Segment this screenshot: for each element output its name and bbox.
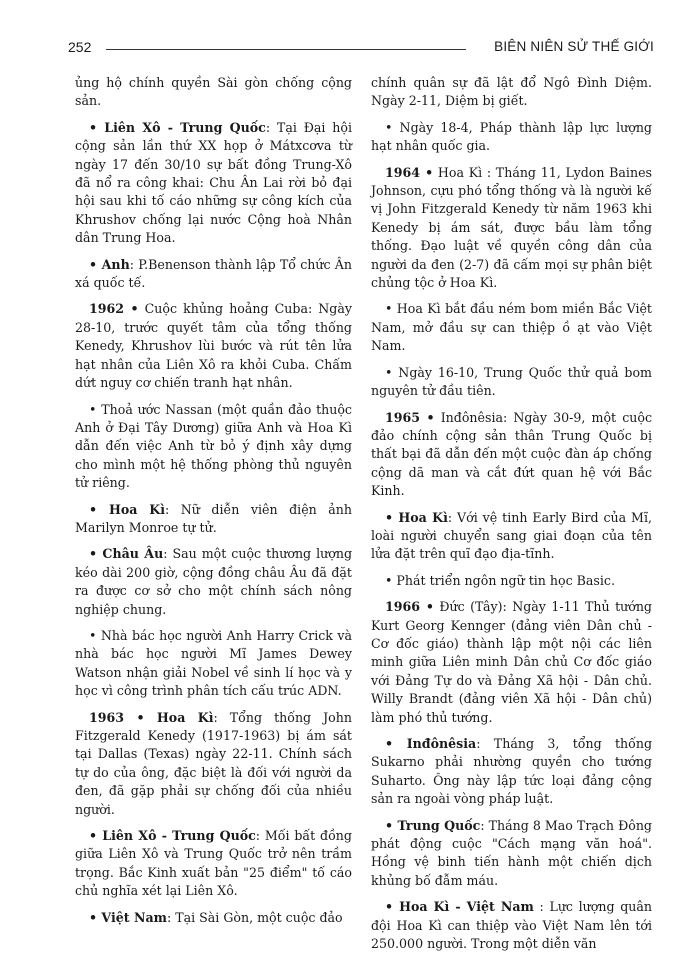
paragraph: • Hoa Kì: Nữ diễn viên điện ảnh Marilyn Monroe tự tử.	[75, 501, 352, 535]
paragraph: 1965 • Inđônêsia: Ngày 30-9, một cuộc đảo chính cộng sản thân Trung Quốc bị thất bại đã dẫn đến một cuộc đàn áp chống cộng dã man và cắt đứt quan hệ với Bắc Kinh.	[371, 409, 652, 499]
paragraph: • Hoa Kì: Với vệ tinh Early Bird của Mĩ, loài người chuyển sang giai đoạn của tên lửa đặt trên quĩ đạo địa-tĩnh.	[371, 509, 652, 562]
paragraph: • Hoa Kì bắt đầu ném bom miền Bắc Việt Nam, mở đầu sự can thiệp ồ ạt vào Việt Nam.	[371, 301, 652, 354]
paragraph: chính quân sự đã lật đổ Ngô Đình Diệm. Ngày 2-11, Diệm bị giết.	[371, 75, 652, 109]
paragraph: • Anh: P.Benenson thành lập Tổ chức Ân xá quốc tế.	[75, 256, 352, 291]
paragraph: • Hoa Kì - Việt Nam : Lực lượng quân đội Hoa Kì can thiệp vào Việt Nam lên tới 250.000 người. Trong một diễn văn	[371, 899, 652, 952]
paragraph: 1962 • Cuộc khủng hoảng Cuba: Ngày 28-10, trước quyết tâm của tổng thống Kenedy, Khrushov lùi bước và rút tên lửa hạt nhân của Liên Xô ra khỏi Cuba. Chấm dứt nguy cơ chiến tranh hạt nhân.	[75, 301, 352, 391]
paragraph: • Thoả ước Nassan (một quần đảo thuộc Anh ở Đại Tây Dương) giữa Anh và Hoa Kì dẫn đến việc Anh từ bỏ ý định xây dựng cho mình một hệ thống phòng thủ nguyên tử riêng.	[75, 401, 352, 491]
paragraph: • Inđônêsia: Tháng 3, tổng thống Sukarno phải nhường quyền cho tướng Suharto. Ông này lập tức loại đảng cộng sản ra ngoài vòng pháp luật.	[371, 736, 653, 807]
paragraph: ủng hộ chính quyền Sài gòn chống cộng sản.	[75, 75, 352, 109]
header-rule	[106, 49, 466, 50]
paragraph: • Châu Âu: Sau một cuộc thương lượng kéo dài 200 giờ, cộng đồng châu Âu đã đặt ra được cơ sở cho một chính sách nông nghiệp chung.	[75, 546, 352, 617]
page-number: 252	[68, 39, 92, 55]
paragraph: • Ngày 18-4, Pháp thành lập lực lượng hạt nhân quốc gia.	[371, 119, 652, 154]
paragraph: • Ngày 16-10, Trung Quốc thử quả bom nguyên tử đầu tiên.	[371, 364, 652, 399]
paragraph: • Trung Quốc: Tháng 8 Mao Trạch Đông phát động cuộc "Cách mạng văn hoá". Hồng vệ binh tiến hành một chiến dịch khủng bố đẫm máu.	[371, 817, 652, 888]
paragraph: • Việt Nam: Tại Sài Gòn, một cuộc đảo	[89, 909, 343, 925]
page-header	[68, 36, 654, 58]
paragraph: • Nhà bác học người Anh Harry Crick và nhà bác học người Mĩ James Dewey Watson nhận giải Nobel về sinh lí học và y học vì công trình phân tích cấu trúc ADN.	[75, 627, 352, 699]
running-title: BIÊN NIÊN SỬ THẾ GIỚI	[494, 39, 654, 54]
left-column	[75, 74, 352, 935]
paragraph: • Phát triển ngôn ngữ tin học Basic.	[385, 572, 615, 588]
paragraph: 1964 • Hoa Kì : Tháng 11, Lydon Baines Johnson, cựu phó tổng thống và là người kế vị John Fitzgerald Kenedy từ năm 1963 khi Kenedy bị ám sát, được bầu làm tổng thống. Đạo luật về quyền công dân của người da đen (2-7) đã cấm mọi sự phân biệt chủng tộc ở Hoa Kì.	[371, 164, 652, 291]
paragraph: 1963 • Hoa Kì: Tổng thống John Fitzgerald Kenedy (1917-1963) bị ám sát tại Dallas (Texas) ngày 22-11. Chính sách tự do của ông, đặc biệt là đối với người da đen, đã gặp phải sự chống đối của nhiều người.	[75, 709, 352, 817]
right-column	[371, 74, 652, 961]
paragraph: 1966 • Đức (Tây): Ngày 1-11 Thủ tướng Kurt Georg Kennger (đảng viên Dân chủ - Cơ đốc giáo) thành lập một nội các liên minh giữa Liên minh Dân chủ Cơ đốc giáo với Đảng Tự do và Đảng Xã hội - Dân chủ. Willy Brandt (đảng viên Xã hội - Dân chủ) làm phó thủ tướng.	[371, 599, 652, 725]
paragraph: • Liên Xô - Trung Quốc: Tại Đại hội cộng sản lần thứ XX họp ở Mátxcơva từ ngày 17 đến 30/10 sự bất đồng Trung-Xô đã nổ ra công khai: Chu Ân Lai rời bỏ đại hội sau khi tố cáo những sự công kích của Khrushov chống lại nước Cộng hoà Nhân dân Trung Hoa.	[75, 119, 352, 246]
paragraph: • Liên Xô - Trung Quốc: Mối bất đồng giữa Liên Xô và Trung Quốc trở nên trầm trọng. Bắc Kinh xuất bản "25 điểm" tố cáo chủ nghĩa xét lại Liên Xô.	[75, 828, 352, 899]
